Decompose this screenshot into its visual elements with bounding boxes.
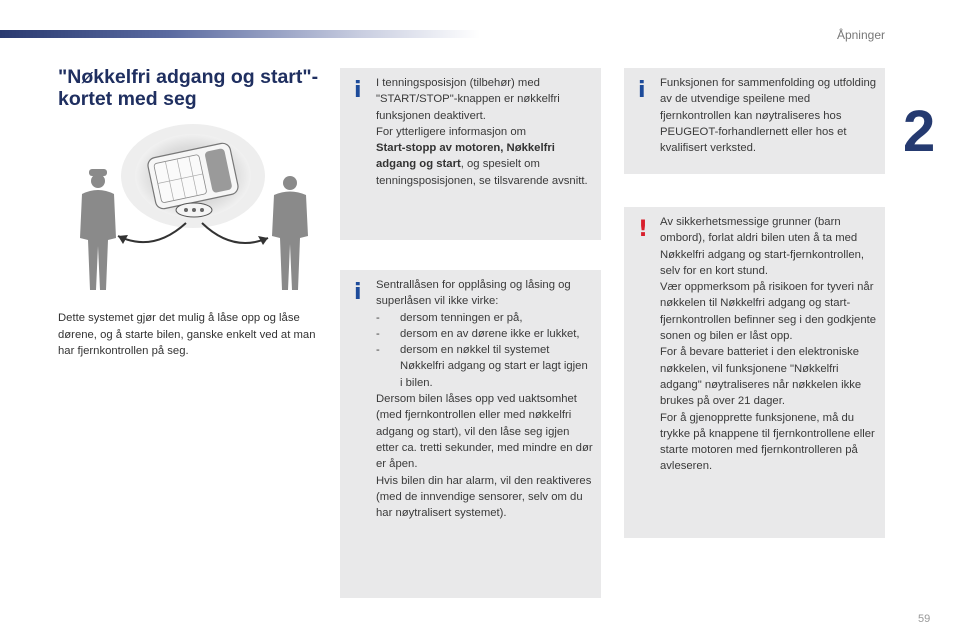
page-number: 59 [918, 613, 931, 625]
info-box-mirrors [624, 68, 885, 174]
key-fob-icon [176, 203, 212, 217]
mirrors-text: Funksjonen for sammenfolding og utfolding av de utvendige speilene med fjernkontrollen kan nøytraliseres hos PEUGEOT-forhandlernett eller hos et kvalifisert verksted. [660, 77, 877, 155]
info-box-ignition [340, 68, 601, 240]
central-locking-intro: Sentrallåsen for opplåsing og låsing og superlåsen vil ikke virke: [376, 279, 571, 308]
alarm-text: Hvis bilen din har alarm, vil den reaktiveres (med de innvendige sensorer, selv om du har nøytralisert systemet). [376, 474, 592, 520]
info-icon: i [638, 78, 646, 103]
ignition-text: I tenningsposisjon (tilbehør) med "START/STOP"-knappen er nøkkelfri funksjonen deaktivert. For ytterligere informasjon om Start-stopp av motoren, Nøkkelfri adgang og start, og spesielt om tenningsposisjonen, se tilsvarende avsnitt. [376, 77, 588, 187]
person-right-icon [272, 176, 308, 290]
page-title: "Nøkkelfri adgang og start"-kortet med seg [58, 66, 319, 110]
safety-text: Av sikkerhetsmessige grunner (barn ombord), forlat aldri bilen uten å ta med Nøkkelfri adgang og start-fjernkontrollen, selv for en kort stund. [660, 216, 865, 277]
list-item: - dersom en av dørene ikke er lukket, [376, 327, 580, 340]
warning-box-safety [624, 207, 885, 538]
list-item: - dersom en nøkkel til systemet Nøkkelfri adgang og start er lagt igjen i bilen. [376, 344, 588, 389]
relock-text: Dersom bilen låses opp ved uaktsomhet (med fjernkontrollen eller med nøkkelfri adgang og start), vil den låse seg igjen etter ca. tretti sekunder, med mindre en dør er åpen. [376, 393, 593, 471]
keyless-access-illustration [68, 118, 318, 298]
info-box-central-locking [340, 270, 601, 598]
info-icon: i [354, 280, 362, 305]
info-icon: i [354, 78, 362, 103]
restore-text: For å gjenopprette funksjonene, må du trykke på knappene til fjernkontrollene eller starte motoren med fjernkontrolleren på avleseren. [660, 411, 875, 473]
theft-text: Vær oppmerksom på risikoen for tyveri når nøkkelen til Nøkkelfri adgang og start-fjernkontrollen befinner seg i den godkjente sonen og bilen er låst opp. [660, 281, 877, 343]
warning-icon: ! [638, 217, 649, 242]
person-left-icon [80, 169, 116, 290]
battery-text: For å bevare batteriet i den elektroniske nøkkelen, vil funksjonene "Nøkkelfri adgang" nøytraliseres når nøkkelen ikke brukes på over 21 dager. [660, 346, 862, 408]
chapter-number: 2 [903, 99, 936, 164]
chapter-title: Åpninger [836, 28, 885, 42]
list-item: - dersom tenningen er på, [376, 311, 523, 324]
header-accent-bar [0, 30, 480, 38]
intro-text: Dette systemet gjør det mulig å låse opp og låse dørene, og å starte bilen, ganske enkelt ved at man har fjernkontrollen på seg. [58, 312, 316, 357]
